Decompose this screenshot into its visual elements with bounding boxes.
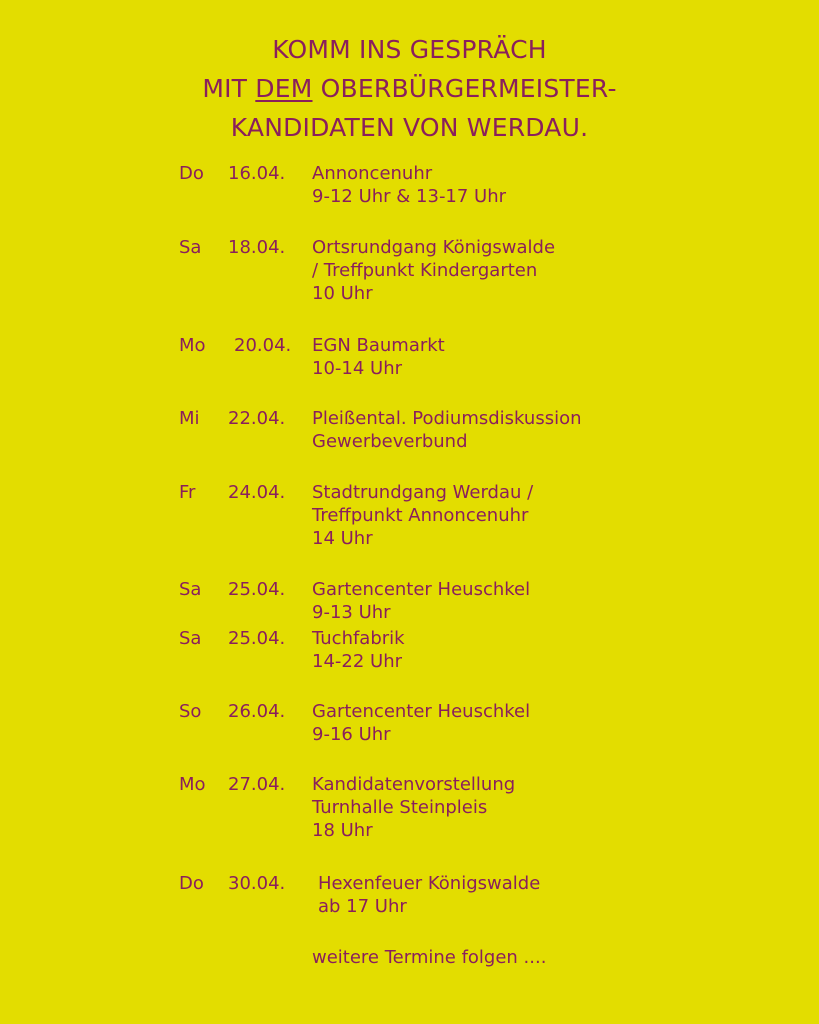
title-line-1: KOMM INS GESPRÄCH — [272, 35, 547, 64]
event-description — [312, 627, 405, 673]
event-line: 14-22 Uhr — [312, 651, 403, 672]
event-line: 9-16 Uhr — [312, 724, 391, 745]
event-line: Annoncenuhr — [312, 163, 433, 184]
event-line: Pleißental. Podiumsdiskussion — [312, 408, 582, 429]
event-description — [312, 700, 530, 746]
title-line-2-pre: MIT — [202, 74, 256, 103]
event-description — [312, 773, 515, 842]
event-line: EGN Baumarkt — [312, 335, 445, 356]
event-line: / Treffpunkt Kindergarten — [312, 260, 538, 281]
event-day: Sa — [179, 237, 202, 258]
title-line-3: KANDIDATEN VON WERDAU. — [230, 113, 589, 142]
event-line: 10 Uhr — [312, 283, 373, 304]
event-day: Fr — [179, 482, 196, 503]
event-date: 18.04. — [228, 237, 286, 258]
event-day: Do — [179, 873, 204, 894]
event-line: Ortsrundgang Königswalde — [312, 237, 556, 258]
event-line: Treffpunkt Annoncenuhr — [312, 505, 529, 526]
event-line: Gewerbeverbund — [312, 431, 468, 452]
event-date: 22.04. — [228, 408, 286, 429]
event-description — [312, 407, 582, 453]
event-day: Do — [179, 163, 204, 184]
event-date: 20.04. — [234, 335, 292, 356]
event-description — [312, 481, 533, 550]
event-line: Turnhalle Steinpleis — [312, 797, 488, 818]
event-day: Mi — [179, 408, 200, 429]
event-date: 16.04. — [228, 163, 286, 184]
event-day: Mo — [179, 335, 206, 356]
event-line: Kandidatenvorstellung — [312, 774, 516, 795]
event-day: Sa — [179, 579, 202, 600]
event-line: Tuchfabrik — [312, 628, 405, 649]
event-line: 18 Uhr — [312, 820, 373, 841]
event-line: 14 Uhr — [312, 528, 373, 549]
event-date: 27.04. — [228, 774, 286, 795]
event-date: 26.04. — [228, 701, 286, 722]
event-line: Hexenfeuer Königswalde — [318, 873, 541, 894]
event-date: 24.04. — [228, 482, 286, 503]
event-line: Stadtrundgang Werdau / — [312, 482, 534, 503]
event-date: 25.04. — [228, 579, 286, 600]
event-line: Gartencenter Heuschkel — [312, 579, 531, 600]
event-description — [312, 236, 555, 305]
title-underlined-word: DEM — [255, 74, 313, 103]
event-line: 9-12 Uhr & 13-17 Uhr — [312, 186, 507, 207]
event-date: 30.04. — [228, 873, 286, 894]
event-description — [318, 872, 540, 918]
event-day: So — [179, 701, 202, 722]
event-line: ab 17 Uhr — [318, 896, 407, 917]
footer-note: weitere Termine folgen .... — [312, 947, 547, 968]
event-description — [312, 334, 445, 380]
event-line: 9-13 Uhr — [312, 602, 391, 623]
page-title — [0, 30, 819, 147]
title-line-2 — [0, 69, 819, 108]
event-line: Gartencenter Heuschkel — [312, 701, 531, 722]
event-description — [312, 162, 506, 208]
event-line: 10-14 Uhr — [312, 358, 403, 379]
title-line-2-post: OBERBÜRGERMEISTER- — [312, 74, 617, 103]
event-day: Sa — [179, 628, 202, 649]
event-day: Mo — [179, 774, 206, 795]
event-date: 25.04. — [228, 628, 286, 649]
event-description — [312, 578, 530, 624]
